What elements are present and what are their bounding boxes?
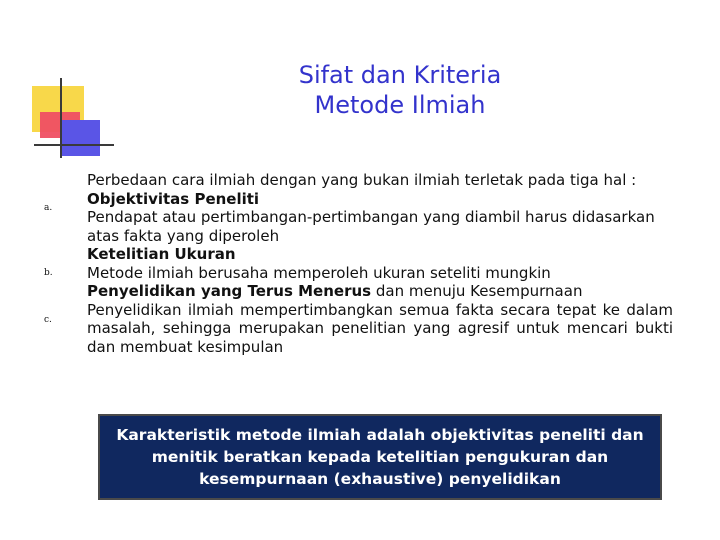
- item-description-c: Penyelidikan ilmiah mempertimbangkan semua fakta secara tepat ke dalam masalah, sehingga merupakan penelitian yang agresif untuk mencari bukti dan membuat kesimpulan: [87, 300, 673, 356]
- callout-line-2: menitik beratkan kepada ketelitian pengukuran dan: [151, 448, 609, 466]
- blue-square-decoration: [62, 120, 100, 156]
- vertical-line-decoration: [60, 78, 62, 158]
- horizontal-line-decoration: [34, 144, 114, 146]
- intro-text: Perbedaan cara ilmiah dengan yang bukan ilmiah terletak pada tiga hal :: [87, 171, 637, 189]
- callout-line-3: kesempurnaan (exhaustive) penyelidikan: [199, 470, 561, 488]
- item-description-b: Metode ilmiah berusaha memperoleh ukuran seteliti mungkin: [87, 263, 551, 282]
- item-description-a: Pendapat atau pertimbangan-pertimbangan yang diambil harus didasarkan atas fakta yang diperoleh: [87, 208, 655, 245]
- item-heading-c-suffix: dan menuju Kesempurnaan: [371, 282, 583, 300]
- title-line-1: Sifat dan Kriteria: [298, 61, 502, 89]
- list-marker-a: a.: [44, 203, 53, 213]
- summary-callout-box: [98, 414, 662, 500]
- list-marker-c: c.: [44, 315, 52, 325]
- item-heading-b: Ketelitian Ukuran: [87, 245, 236, 263]
- slide-body: [87, 171, 673, 356]
- item-heading-c: Penyelidikan yang Terus Menerus: [87, 282, 372, 300]
- list-marker-b: b.: [44, 268, 53, 278]
- title-line-2: Metode Ilmiah: [314, 91, 486, 119]
- item-heading-a: Objektivitas Peneliti: [87, 189, 260, 208]
- callout-line-1: Karakteristik metode ilmiah adalah objektivitas peneliti dan: [116, 426, 644, 444]
- slide-title: [250, 60, 550, 120]
